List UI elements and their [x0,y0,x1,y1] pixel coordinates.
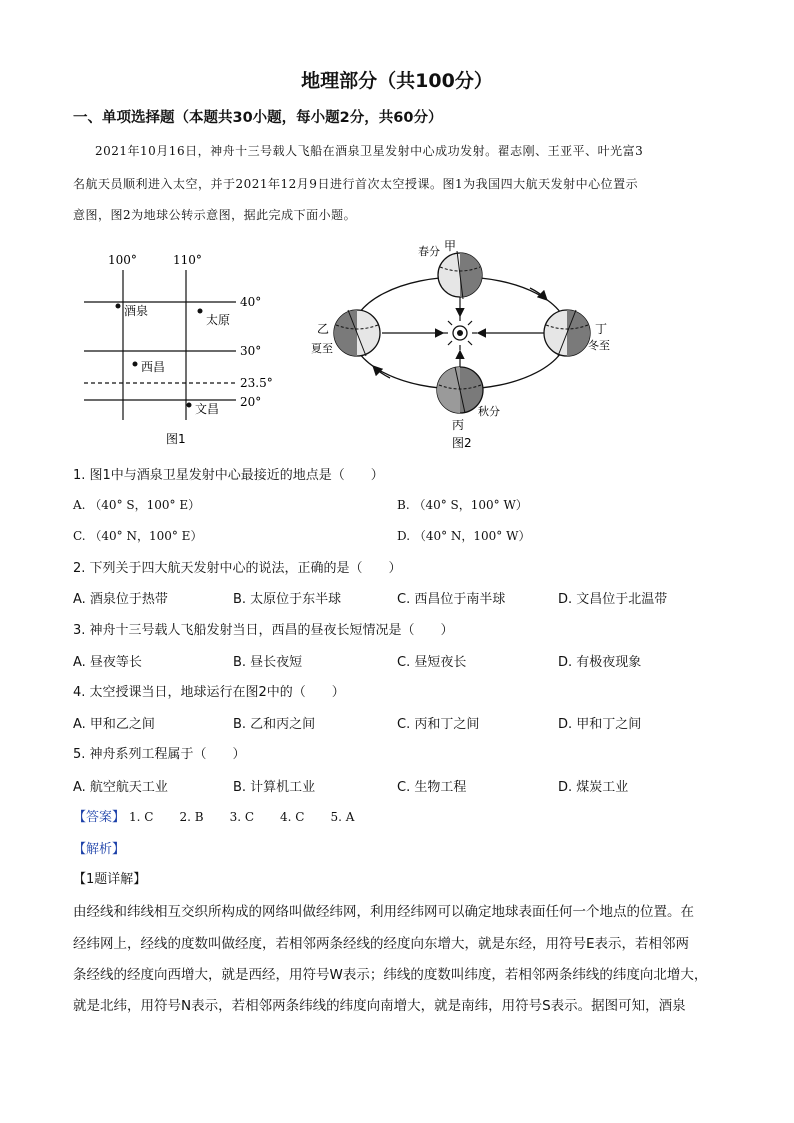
figure-2-orbit [300,235,640,455]
q1-option-d[interactable]: D. （40° N，100° W） [397,529,531,543]
q3-option-b[interactable]: B. 昼长夜短 [233,655,303,670]
question-5: 5. 神舟系列工程属于（ ） [73,747,246,762]
analysis-line: 经纬网上，经线的度数叫做经度，若相邻两条经线的经度向东增大，就是东经，用符号E表示，若相邻两 [73,936,690,952]
analysis-line: 由经线和纬线相互交织所构成的网络叫做经纬网，利用经纬网可以确定地球表面任何一个地点的位置。在 [73,904,694,920]
label-summer-term: 夏至 [311,342,333,355]
q4-option-c[interactable]: C. 丙和丁之间 [397,717,480,732]
earth-spring [438,251,482,299]
question-1: 1. 图1中与酒泉卫星发射中心最接近的地点是（ ） [73,468,384,483]
lon-label-100: 100° [108,253,137,267]
lat-label-23-5: 23.5° [240,376,273,390]
place-taiyuan: 太原 [206,313,231,327]
earth-winter [544,310,590,356]
place-jiuquan: 酒泉 [124,304,149,318]
figure-1-caption: 图1 [166,432,186,446]
q3-option-c[interactable]: C. 昼短夜长 [397,655,467,670]
q3-option-a[interactable]: A. 昼夜等长 [73,655,142,670]
answer-4: 4. C [280,810,305,824]
place-wenchang: 文昌 [195,402,220,416]
label-bing: 丙 [452,418,465,432]
figure-2-caption: 图2 [452,436,472,450]
intro-line: 2021年10月16日，神舟十三号载人飞船在酒泉卫星发射中心成功发射。翟志刚、王亚平、叶光富3 [95,144,644,158]
label-ding: 丁 [595,322,608,336]
answer-5: 5. A [330,810,355,824]
question-2: 2. 下列关于四大航天发射中心的说法，正确的是（ ） [73,561,402,576]
question-4: 4. 太空授课当日，地球运行在图2中的（ ） [73,685,345,700]
jiuquan-dot [116,304,121,309]
q5-option-b[interactable]: B. 计算机工业 [233,780,316,795]
lon-label-110: 110° [173,253,202,267]
label-spring-term: 春分 [418,245,440,258]
q4-option-d[interactable]: D. 甲和丁之间 [558,717,642,732]
answer-2: 2. B [179,810,204,824]
label-yi: 乙 [317,322,330,336]
taiyuan-dot [198,309,203,314]
sun-icon [443,316,477,350]
page-title: 地理部分（共100分） [301,70,493,92]
q2-option-b[interactable]: B. 太原位于东半球 [233,592,342,607]
q2-option-c[interactable]: C. 西昌位于南半球 [397,592,506,607]
q4-option-b[interactable]: B. 乙和丙之间 [233,717,316,732]
q1-option-b[interactable]: B. （40° S，100° W） [397,498,528,512]
lat-label-20: 20° [240,395,262,409]
q5-option-d[interactable]: D. 煤炭工业 [558,780,629,795]
q2-option-a[interactable]: A. 酒泉位于热带 [73,592,168,607]
answer-1: 1. C [129,810,154,824]
q1-option-a[interactable]: A. （40° S，100° E） [73,498,201,512]
q5-option-a[interactable]: A. 航空航天工业 [73,780,168,795]
lat-label-40: 40° [240,295,262,309]
q1-option-c[interactable]: C. （40° N，100° E） [73,529,203,543]
question-3: 3. 神舟十三号载人飞船发射当日，西昌的昼夜长短情况是（ ） [73,623,454,638]
earth-autumn [437,367,483,413]
q5-option-c[interactable]: C. 生物工程 [397,780,467,795]
figure-1-map [78,248,288,448]
lat-label-30: 30° [240,344,262,358]
xichang-dot [133,362,138,367]
earth-summer [334,310,380,356]
detail-label: 【1题详解】 [73,872,147,887]
answer-row [73,806,376,825]
intro-line: 名航天员顺利进入太空，并于2021年12月9日进行首次太空授课。图1为我国四大航天发射中心位置示 [73,177,639,191]
answer-3: 3. C [229,810,255,824]
intro-line: 意图，图2为地球公转示意图，据此完成下面小题。 [73,208,357,222]
analysis-label: 【解析】 [73,842,126,857]
q3-option-d[interactable]: D. 有极夜现象 [558,655,642,670]
section-heading: 一、单项选择题（本题共30小题，每小题2分，共60分） [73,110,443,126]
answer-label: 【答案】 [73,810,126,825]
analysis-line: 就是北纬，用符号N表示，若相邻两条纬线的纬度向南增大，就是南纬，用符号S表示。据图可知，酒泉 [73,998,686,1014]
q4-option-a[interactable]: A. 甲和乙之间 [73,717,155,732]
label-winter-term: 冬至 [588,339,610,352]
wenchang-dot [187,403,192,408]
label-jia: 甲 [444,239,457,253]
analysis-line: 条经线的经度向西增大，就是西经，用符号W表示；纬线的度数叫纬度，若相邻两条纬线的纬度向北增大， [73,967,708,983]
place-xichang: 西昌 [141,360,166,374]
q2-option-d[interactable]: D. 文昌位于北温带 [558,592,668,607]
label-autumn-term: 秋分 [478,405,500,418]
